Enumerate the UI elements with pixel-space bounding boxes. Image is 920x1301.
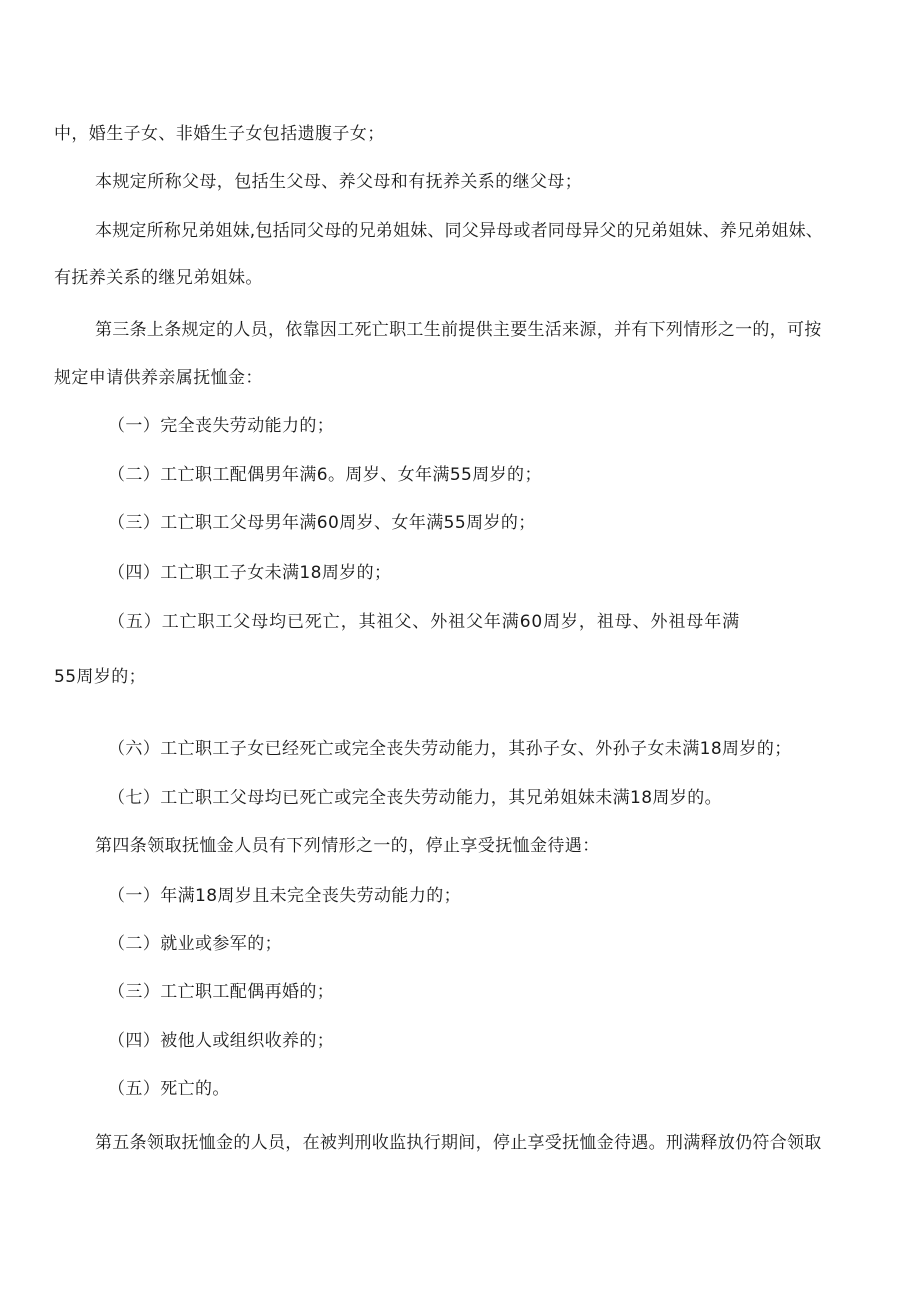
text-line-3: 本规定所称兄弟姐妹,包括同父母的兄弟姐妹、同父异母或者同母异父的兄弟姐妹、养兄弟姐妹、 bbox=[95, 221, 824, 241]
text-line-12: 55周岁的； bbox=[54, 667, 147, 687]
text-line-19: （四）被他人或组织收养的； bbox=[108, 1031, 335, 1051]
text-line-7: （一）完全丧失劳动能力的； bbox=[108, 416, 335, 436]
text-line-21: 第五条领取抚恤金的人员，在被判刑收监执行期间，停止享受抚恤金待遇。刑满释放仍符合领取 bbox=[95, 1133, 822, 1153]
text-line-1: 中，婚生子女、非婚生子女包括遗腹子女； bbox=[54, 124, 385, 144]
text-line-18: （三）工亡职工配偶再婚的； bbox=[108, 982, 335, 1002]
text-line-6: 规定申请供养亲属抚恤金： bbox=[54, 368, 263, 388]
text-line-5: 第三条上条规定的人员，依靠因工死亡职工生前提供主要生活来源，并有下列情形之一的，可按 bbox=[95, 320, 822, 340]
text-line-4: 有抚养关系的继兄弟姐妹。 bbox=[54, 268, 263, 288]
text-line-11: （五）工亡职工父母均已死亡，其祖父、外祖父年满60周岁，祖母、外祖母年满 bbox=[108, 612, 741, 632]
text-line-8: （二）工亡职工配偶男年满6。周岁、女年满55周岁的； bbox=[108, 465, 542, 485]
text-line-16: （一）年满18周岁且未完全丧失劳动能力的； bbox=[108, 886, 462, 906]
text-line-14: （七）工亡职工父母均已死亡或完全丧失劳动能力，其兄弟姐妹未满18周岁的。 bbox=[108, 788, 723, 808]
text-line-9: （三）工亡职工父母男年满60周岁、女年满55周岁的； bbox=[108, 513, 536, 533]
text-line-13: （六）工亡职工子女已经死亡或完全丧失劳动能力，其孙子女、外孙子女未满18周岁的； bbox=[108, 739, 792, 759]
text-line-15: 第四条领取抚恤金人员有下列情形之一的，停止享受抚恤金待遇： bbox=[95, 836, 600, 856]
text-line-2: 本规定所称父母，包括生父母、养父母和有抚养关系的继父母； bbox=[95, 172, 583, 192]
text-line-20: （五）死亡的。 bbox=[108, 1079, 230, 1099]
text-line-17: （二）就业或参军的； bbox=[108, 934, 282, 954]
text-line-10: （四）工亡职工子女未满18周岁的； bbox=[108, 563, 392, 583]
